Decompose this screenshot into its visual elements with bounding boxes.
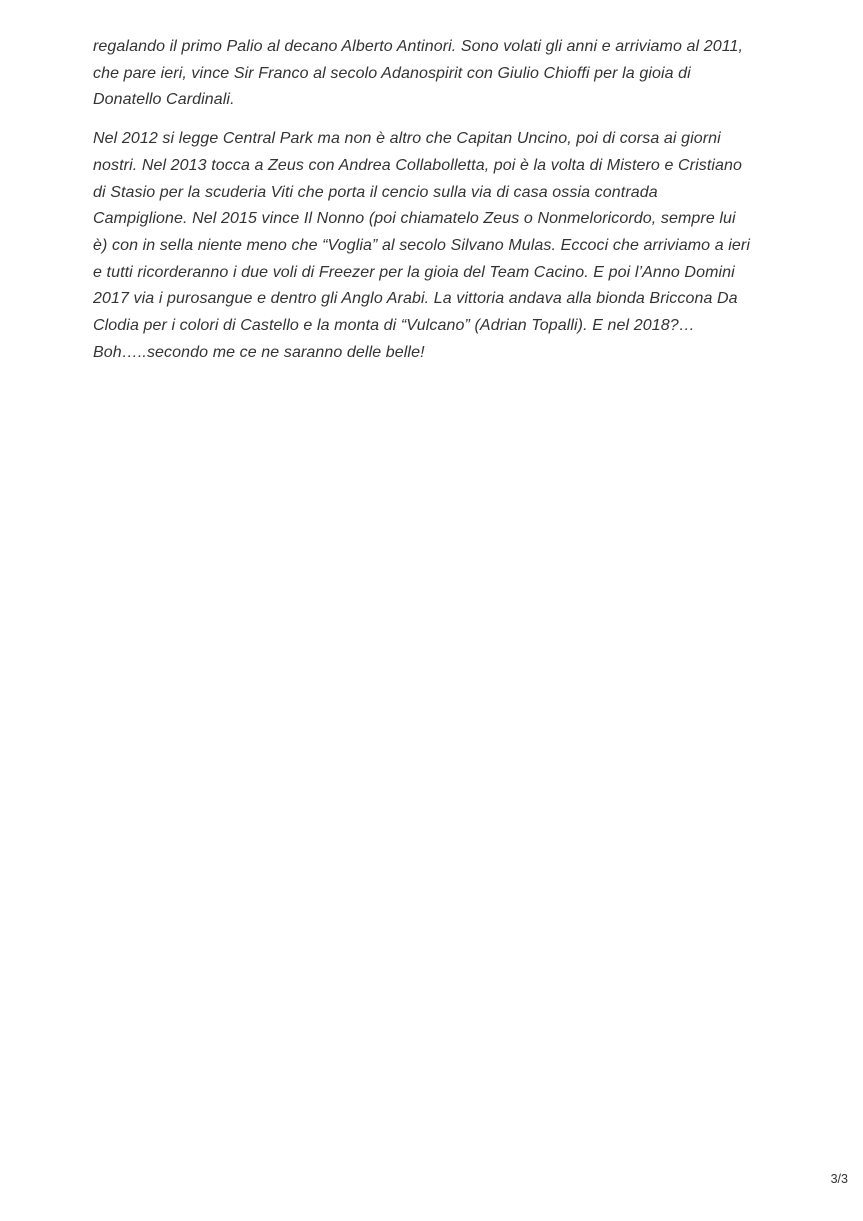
text-line: 2017 via i purosangue e dentro gli Anglo Arabi. La vittoria andava alla bionda Briccona Da <box>93 290 738 308</box>
text-line: Nel 2012 si legge Central Park ma non è altro che Capitan Uncino, poi di corsa ai giorni <box>93 130 721 148</box>
text-line: di Stasio per la scuderia Viti che porta il cencio sulla via di casa ossia contrada <box>93 183 658 201</box>
text-line: è) con in sella niente meno che “Voglia” al secolo Silvano Mulas. Eccoci che arriviamo a ieri <box>93 236 751 254</box>
text-line: Donatello Cardinali. <box>93 91 235 109</box>
text-line: regalando il primo Palio al decano Alberto Antinori. Sono volati gli anni e arriviamo al 2011, <box>93 38 744 55</box>
text-line: nostri. Nel 2013 tocca a Zeus con Andrea Collabolletta, poi è la volta di Mistero e Cristiano <box>93 156 743 174</box>
text-line: e tutti ricorderanno i due voli di Freezer per la gioia del Team Cacino. E poi l’Anno Domini <box>93 263 735 281</box>
text-line: Boh…..secondo me ce ne saranno delle belle! <box>93 343 425 361</box>
text-line: Campiglione. Nel 2015 vince Il Nonno (poi chiamatelo Zeus o Nonmeloricordo, sempre lui <box>93 210 736 228</box>
text-line: Clodia per i colori di Castello e la monta di “Vulcano” (Adrian Topalli). E nel 2018?… <box>93 317 695 335</box>
article-body <box>93 34 783 378</box>
page-number: 3/3 <box>830 1172 848 1186</box>
article-paragraph <box>93 34 783 114</box>
text-line: che pare ieri, vince Sir Franco al secolo Adanospirit con Giulio Chioffi per la gioia di <box>93 64 691 82</box>
article-paragraph <box>93 126 783 366</box>
